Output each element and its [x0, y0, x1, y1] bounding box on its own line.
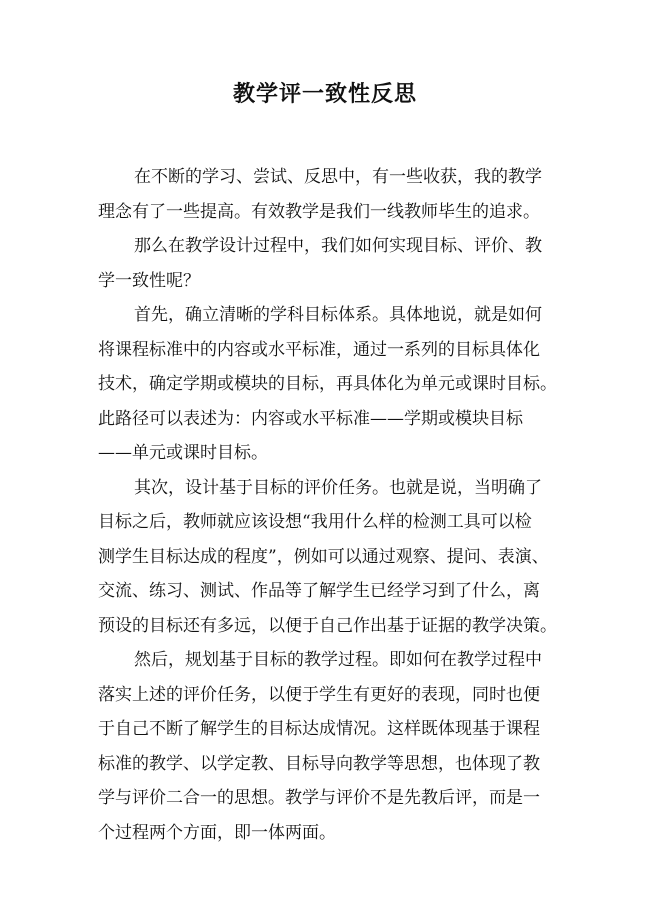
- paragraph-line: 个过程两个方面，即一体两面。: [98, 822, 336, 843]
- paragraph-line: 学与评价二合一的思想。教学与评价不是先教后评，而是一: [98, 788, 540, 808]
- paragraph-line: 技术，确定学期或模块的目标，再具体化为单元或课时目标。: [98, 374, 557, 394]
- paragraph-line: 测学生目标达成的程度”，例如可以通过观察、提问、表演、: [98, 546, 549, 567]
- paragraph-line: 标准的教学、以学定教、目标导向教学等思想，也体现了教: [98, 753, 540, 774]
- paragraph-line: 然后，规划基于目标的教学过程。即如何在教学过程中: [134, 650, 542, 670]
- paragraph-2: [98, 229, 568, 298]
- paragraph-line: 目标之后，教师就应该设想“我用什么样的检测工具可以检: [98, 512, 532, 532]
- paragraph-line: 将课程标准中的内容或水平标准，通过一系列的目标具体化: [98, 339, 540, 360]
- paragraph-line: 理念有了一些提高。有效教学是我们一线教师毕生的追求。: [98, 201, 540, 222]
- paragraph-5: [98, 643, 568, 850]
- paragraph-line: 交流、练习、测试、作品等了解学生已经学习到了什么，离: [98, 581, 540, 601]
- paragraph-line: 预设的目标还有多远，以便于自己作出基于证据的教学决策。: [98, 615, 557, 636]
- paragraph-line: 落实上述的评价任务，以便于学生有更好的表现，同时也便: [98, 684, 540, 705]
- paragraph-3: [98, 298, 568, 471]
- paragraph-line: 学一致性呢？: [98, 270, 200, 291]
- paragraph-1: [98, 160, 568, 229]
- paragraph-line: 于自己不断了解学生的目标达成情况。这样既体现基于课程: [98, 719, 540, 739]
- paragraph-4: [98, 471, 568, 644]
- paragraph-line: 首先，确立清晰的学科目标体系。具体地说，就是如何: [134, 305, 542, 325]
- paragraph-line: 那么在教学设计过程中，我们如何实现目标、评价、教: [134, 236, 542, 256]
- paragraph-line: 此路径可以表述为：内容或水平标准——学期或模块目标: [98, 408, 523, 429]
- paragraph-line: 其次，设计基于目标的评价任务。也就是说，当明确了: [134, 477, 542, 498]
- document-body: [98, 160, 568, 850]
- document-title: 教学评一致性反思: [232, 82, 417, 107]
- paragraph-line: 在不断的学习、尝试、反思中，有一些收获，我的教学: [134, 167, 542, 187]
- paragraph-line: ——单元或课时目标。: [98, 443, 268, 463]
